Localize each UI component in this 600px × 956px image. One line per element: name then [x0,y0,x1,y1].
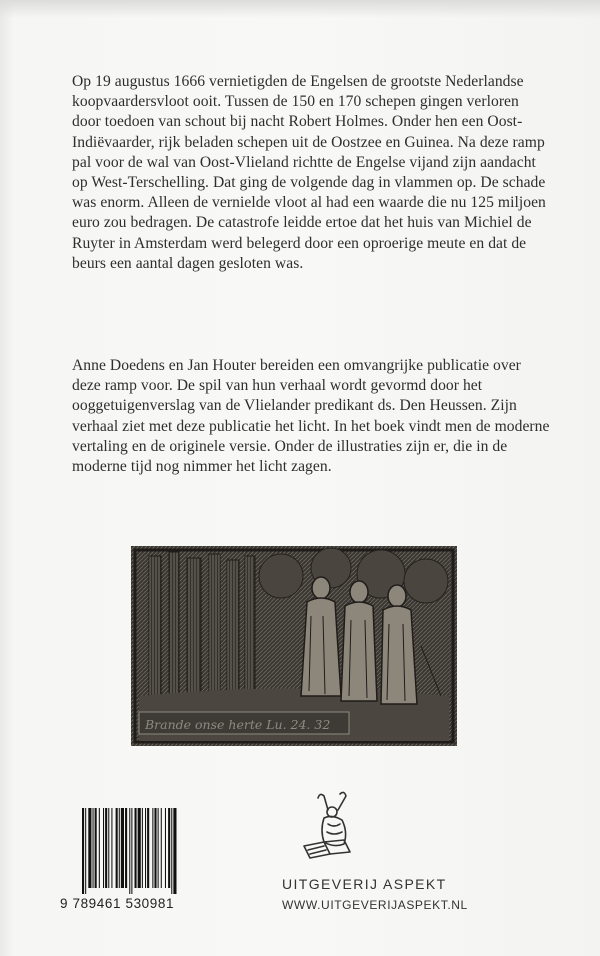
publisher-name: UITGEVERIJ ASPEKT [282,876,447,892]
blurb-paragraph-1: Op 19 augustus 1666 vernietigden de Engelsen de grootste Nederlandse koopvaardersvloot ooit. Tussen de 150 en 170 schepen gingen verloren door toedoen van schout bij nacht Robert Holmes. Onder hen een Oost-Indiëvaarder, rijk beladen schepen uit de Oostzee en Guinea. Na deze ramp pal voor de wal van Oost-Vlieland richtte de Engelse vijand zijn aandacht op West-Terschelling. Dat ging de volgende dag in vlammen op. De schade was enorm. Alleen de vernielde vloot al had een waarde die nu 125 miljoen euro zou bedragen. De catastrofe leidde ertoe dat het huis van Michiel de Ruyter in Amsterdam werd belegerd door een oproerige meute en dat de beurs een aantal dagen gesloten was. [72,73,546,272]
barcode-bar [125,808,127,888]
barcode-bar [99,808,100,888]
barcode-bar [145,808,146,888]
barcode-icon [80,808,206,894]
barcode-bar [131,808,132,894]
publisher-website: WWW.UITGEVERIJASPEKT.NL [282,898,468,912]
barcode-bar [161,808,162,888]
reading-figure-logo-icon [294,788,364,864]
barcode-bar [93,808,94,888]
barcode-bar [116,808,118,888]
barcode-bar [121,808,124,888]
barcode-bar [135,808,137,888]
barcode-bar [142,808,143,888]
barcode-bar [165,808,166,888]
barcode-bar [111,808,112,888]
barcode-bar [152,808,153,888]
barcode-bar [95,808,97,888]
barcode-bar [88,808,91,888]
barcode-bar [85,808,86,894]
barcode-bar [138,808,141,888]
illustration-caption: Brande onse herte Lu. 24. 32 [145,717,331,732]
isbn-number: 9 789461 530981 [60,896,175,911]
barcode-bar [173,808,176,894]
barcode-bar [105,808,107,888]
blurb-paragraph-2: Anne Doedens en Jan Houter bereiden een omvangrijke publicatie over deze ramp voor. De spil van hun verhaal wordt gevormd door het ooggetuigenverslag van de Vlielander predikant ds. Den Heussen. Zijn verhaal ziet met deze publicatie het licht. In het boek vindt men de moderne vertaling en de originele versie. Onder de illustraties zijn er, die in de moderne tijd nog nimmer het licht zagen. [72,357,550,476]
barcode-bar [158,808,159,888]
barcode-bar [82,808,84,894]
barcode-bar [154,808,156,888]
woodcut-illustration [131,546,457,746]
publisher-logo [294,788,364,864]
woodcut-engraving-icon [131,546,457,746]
barcode-bar [119,808,120,888]
barcode-bar [129,808,130,894]
barcode-bar [108,808,109,888]
barcode-bar [171,808,172,894]
isbn-barcode [80,808,206,894]
barcode-bar [147,808,149,888]
barcode-bar [168,808,170,888]
top-edge-shadow [0,0,600,18]
barcode-bar [103,808,104,888]
